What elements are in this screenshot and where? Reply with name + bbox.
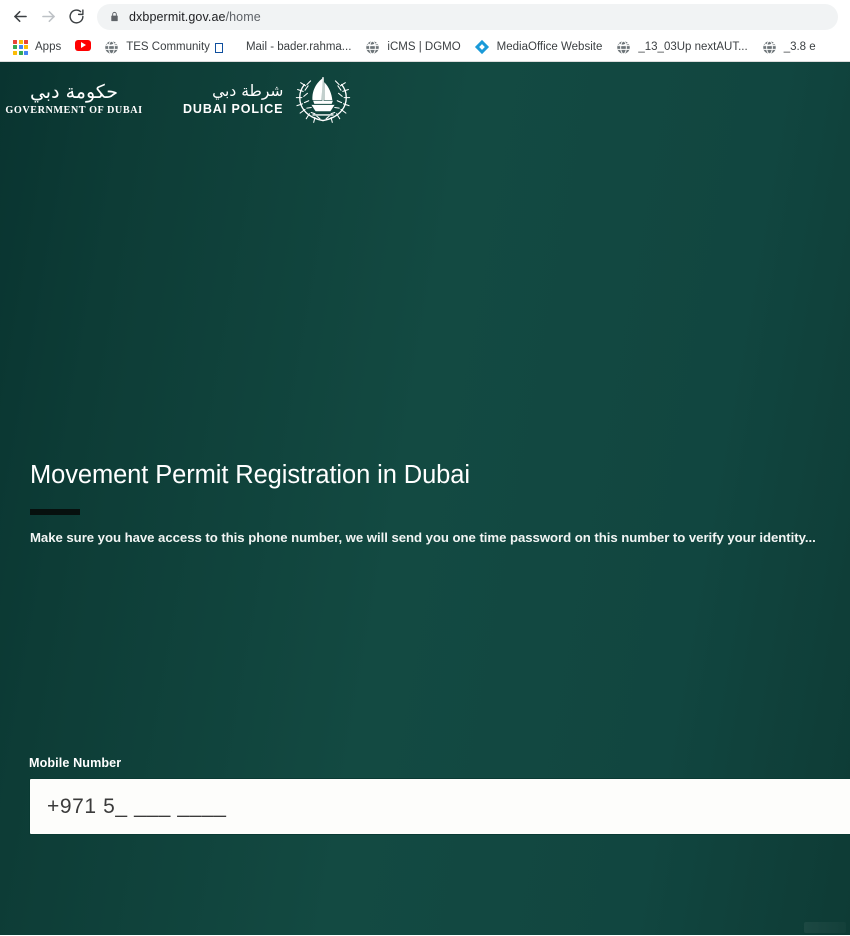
mobile-number-label: Mobile Number [29,756,122,770]
dubai-police-emblem-icon [292,66,354,133]
bookmark-label: Apps [35,41,62,53]
page-content [0,62,850,935]
main-content [30,460,820,545]
arrow-left-icon [11,7,30,26]
government-of-dubai-latin: GOVERNMENT OF DUBAI [5,105,143,117]
url-domain: dxbpermit.gov.ae [129,9,226,24]
reload-button[interactable] [62,3,90,31]
dubai-police-arabic: شرطة دبي [212,81,284,100]
globe-icon [616,40,631,55]
globe-icon [762,40,777,55]
mobile-number-input[interactable] [29,778,850,835]
page-subtitle: Make sure you have access to this phone number, we will send you one time password on this number to verify your identity... [30,529,816,545]
arrow-right-icon [39,7,58,26]
government-of-dubai-arabic: حكومة دبي [29,80,119,103]
bookmark-youtube[interactable] [68,36,97,58]
mobile-number-field-group [29,756,850,835]
bookmark-label: Mail - bader.rahma... [245,41,352,53]
bookmark-tes-community[interactable] [97,36,217,58]
outlook-icon [224,40,239,55]
page-corner-artifact [804,922,846,933]
url-path: /home [225,9,261,24]
globe-icon [104,40,119,55]
page-title: Movement Permit Registration in Dubai [30,461,470,489]
lock-icon [109,10,120,23]
bookmark-13-03up-nextaut[interactable] [609,36,754,58]
forward-button[interactable] [34,3,62,31]
diamond-icon [475,40,490,55]
bookmark-label: _13_03Up nextAUT... [638,41,748,53]
globe-icon [365,40,380,55]
address-bar[interactable] [97,4,838,30]
browser-chrome [0,0,850,62]
browser-toolbar [0,0,850,33]
youtube-icon [75,40,90,55]
apps-grid-icon [13,40,28,55]
back-button[interactable] [6,3,34,31]
bookmark-mail[interactable] [217,36,358,58]
url-text [129,10,261,24]
bookmark-label: MediaOffice Website [496,41,603,53]
dubai-police-latin: DUBAI POLICE [183,102,284,117]
site-header [0,62,850,137]
bookmark-apps[interactable] [6,36,68,58]
dubai-police-logo[interactable] [183,66,354,133]
bookmark-icms-dgmo[interactable] [358,36,467,58]
reload-icon [68,8,85,25]
bookmarks-bar [0,33,850,61]
bookmark-3-8[interactable] [755,36,823,58]
title-underline-rule [30,509,80,515]
bookmark-label: iCMS | DGMO [387,41,461,53]
bookmark-label: _3.8 е [783,41,816,53]
government-of-dubai-logo[interactable] [5,80,143,117]
bookmark-mediaoffice-website[interactable] [468,36,610,58]
bookmark-label: TES Community [126,41,210,53]
